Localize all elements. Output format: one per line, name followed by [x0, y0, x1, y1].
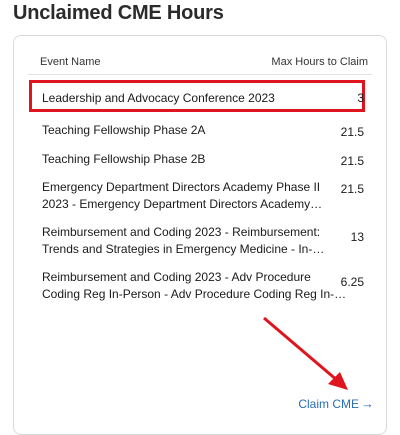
- max-hours-value: 6.25: [340, 275, 364, 289]
- event-name-line: Teaching Fellowship Phase 2B: [42, 152, 206, 166]
- max-hours-value: 21.5: [340, 125, 364, 139]
- event-name-line: Reimbursement and Coding 2023 - Adv Procedure: [42, 270, 311, 284]
- event-name: [42, 122, 292, 139]
- event-name-line: Coding Reg In-Person - Adv Procedure Coding Reg In-…: [42, 287, 347, 301]
- max-hours-value: 21.5: [340, 154, 364, 168]
- unclaimed-cme-card: [13, 35, 387, 435]
- event-name-line: 2023 - Emergency Department Directors Academy…: [42, 197, 323, 211]
- event-name-line: Teaching Fellowship Phase 2A: [42, 123, 206, 137]
- header-divider: [28, 74, 372, 75]
- page-title: Unclaimed CME Hours: [13, 2, 224, 24]
- event-name: [42, 151, 292, 168]
- max-hours-value: 3: [357, 91, 364, 105]
- max-hours-value: 13: [350, 230, 364, 244]
- event-name: [42, 90, 292, 107]
- event-name-line: Emergency Department Directors Academy Phase II: [42, 180, 321, 194]
- event-name: [42, 269, 347, 303]
- arrow-right-icon: →: [361, 396, 374, 411]
- claim-cme-link[interactable]: [298, 396, 374, 411]
- event-name: [42, 179, 323, 213]
- claim-cme-label: Claim CME: [298, 397, 359, 411]
- column-header-max-hours: Max Hours to Claim: [271, 56, 368, 68]
- event-name-line: Leadership and Advocacy Conference 2023: [42, 91, 275, 105]
- event-name-line: Reimbursement and Coding 2023 - Reimbursement:: [42, 225, 321, 239]
- column-header-event-name: Event Name: [40, 56, 101, 68]
- event-name: [42, 224, 325, 258]
- event-name-line: Trends and Strategies in Emergency Medicine - In-…: [42, 242, 325, 256]
- max-hours-value: 21.5: [340, 182, 364, 196]
